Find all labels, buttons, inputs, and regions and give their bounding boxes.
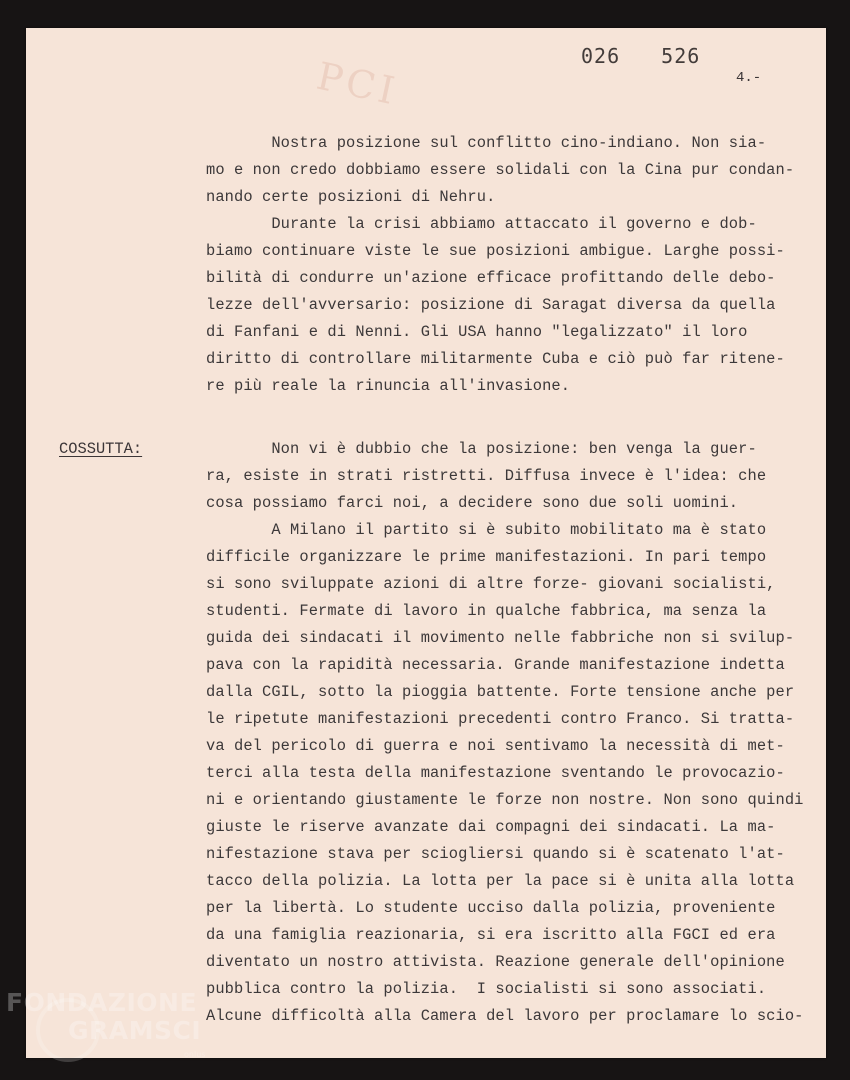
page-number: 4.- — [736, 70, 762, 86]
paragraph-block-intro — [206, 130, 822, 400]
text-line: di Fanfani e di Nenni. Gli USA hanno "legalizzato" il loro — [206, 323, 748, 341]
text-line: guida dei sindacati il movimento nelle fabbriche non si svilup- — [206, 629, 795, 647]
text-line: nifestazione stava per sciogliersi quando si è scatenato l'at- — [206, 845, 785, 863]
text-line: ra, esiste in strati ristretti. Diffusa invece è l'idea: che — [206, 467, 767, 485]
archive-number — [581, 44, 728, 68]
text-line: lezze dell'avversario: posizione di Saragat diversa da quella — [206, 296, 776, 314]
text-line: per la libertà. Lo studente ucciso dalla polizia, proveniente — [206, 899, 776, 917]
text-line: va del pericolo di guerra e noi sentivamo la necessità di met- — [206, 737, 785, 755]
text-line: Nostra posizione sul conflitto cino-indiano. Non sia- — [206, 134, 767, 152]
faded-stamp: PCI — [312, 53, 402, 114]
text-line: pava con la rapidità necessaria. Grande manifestazione indetta — [206, 656, 785, 674]
text-line: mo e non credo dobbiamo essere solidali con la Cina pur condan- — [206, 161, 795, 179]
paragraph-block-speaker — [206, 436, 822, 1030]
text-line: Alcune difficoltà alla Camera del lavoro per proclamare lo scio- — [206, 1007, 804, 1025]
text-line: re più reale la rinuncia all'invasione. — [206, 377, 571, 395]
text-line: pubblica contro la polizia. I socialisti si sono associati. — [206, 980, 767, 998]
text-line: biamo continuare viste le sue posizioni ambigue. Larghe possi- — [206, 242, 785, 260]
watermark-small-text: onlus — [184, 1050, 206, 1059]
typewritten-page — [26, 28, 826, 1058]
text-line: le ripetute manifestazioni precedenti contro Franco. Si tratta- — [206, 710, 795, 728]
text-line: Durante la crisi abbiamo attaccato il governo e dob- — [206, 215, 757, 233]
text-line: giuste le riserve avanzate dai compagni dei sindacati. La ma- — [206, 818, 776, 836]
archive-number-part: 026 — [581, 44, 621, 68]
text-line: diventato un nostro attivista. Reazione generale dell'opinione — [206, 953, 785, 971]
archive-number-part: 526 — [661, 44, 701, 68]
watermark-line-1: FONDAZIONE — [6, 988, 198, 1017]
text-line: ni e orientando giustamente le forze non nostre. Non sono quindi — [206, 791, 804, 809]
text-line: si sono sviluppate azioni di altre forze- giovani socialisti, — [206, 575, 776, 593]
text-line: Non vi è dubbio che la posizione: ben venga la guer- — [206, 440, 757, 458]
text-line: bilità di condurre un'azione efficace profittando delle debo- — [206, 269, 776, 287]
speaker-label: COSSUTTA: — [59, 440, 143, 458]
text-line: nando certe posizioni di Nehru. — [206, 188, 496, 206]
text-line: difficile organizzare le prime manifestazioni. In pari tempo — [206, 548, 767, 566]
text-line: dalla CGIL, sotto la pioggia battente. Forte tensione anche per — [206, 683, 795, 701]
text-line: da una famiglia reazionaria, si era iscritto alla FGCI ed era — [206, 926, 776, 944]
text-line: A Milano il partito si è subito mobilitato ma è stato — [206, 521, 767, 539]
text-line: cosa possiamo farci noi, a decidere sono due soli uomini. — [206, 494, 739, 512]
text-line: diritto di controllare militarmente Cuba e ciò può far ritene- — [206, 350, 785, 368]
text-line: tacco della polizia. La lotta per la pace si è unita alla lotta — [206, 872, 795, 890]
text-line: terci alla testa della manifestazione sventando le provocazio- — [206, 764, 785, 782]
text-line: studenti. Fermate di lavoro in qualche fabbrica, ma senza la — [206, 602, 767, 620]
watermark-line-2: GRAMSCI — [68, 1016, 202, 1045]
